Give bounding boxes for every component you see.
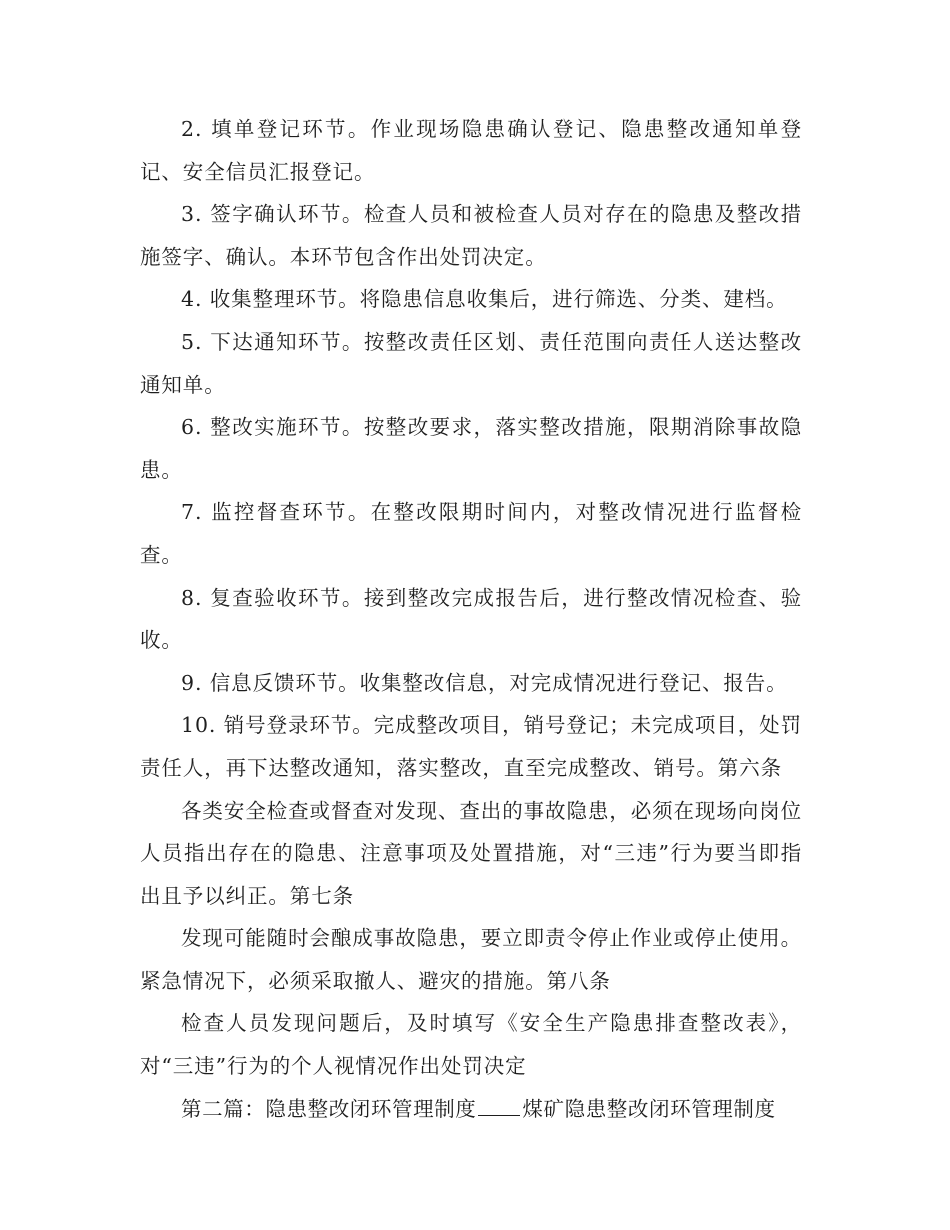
paragraph-article-7: 发现可能随时会酿成事故隐患，要立即责令停止作业或停止使用。紧急情况下，必须采取撤人、避灾的措施。第八条 (140, 926, 802, 993)
title-underline-blank (478, 1096, 520, 1115)
paragraph-step-3: 3. 签字确认环节。检查人员和被检查人员对存在的隐患及整改措施签字、确认。本环节包含作出处罚决定。 (140, 202, 802, 269)
paragraph-step-4: 4. 收集整理环节。将隐患信息收集后，进行筛选、分类、建档。 (181, 287, 788, 312)
section-title (140, 1088, 802, 1131)
paragraph-article-8: 检查人员发现问题后，及时填写《安全生产隐患排查整改表》，对“三违”行为的个人视情况作出处罚决定 (140, 1011, 802, 1079)
paragraph-step-6: 6. 整改实施环节。按整改要求，落实整改措施，限期消除事故隐患。 (140, 415, 802, 482)
paragraph-step-2: 2. 填单登记环节。作业现场隐患确认登记、隐患整改通知单登记、安全信员汇报登记。 (140, 117, 802, 184)
paragraph-step-10: 10. 销号登录环节。完成整改项目，销号登记；未完成项目，处罚责任人，再下达整改通知，落实整改，直至完成整改、销号。第六条 (140, 713, 802, 780)
paragraph-step-5: 5. 下达通知环节。按整改责任区划、责任范围向责任人送达整改通知单。 (140, 329, 802, 397)
paragraph-step-7: 7. 监控督查环节。在整改限期时间内，对整改情况进行监督检查。 (140, 500, 802, 567)
section-title-right: 煤矿隐患整改闭环管理制度 (522, 1096, 776, 1121)
section-title-left: 第二篇：隐患整改闭环管理制度 (181, 1096, 477, 1121)
paragraph-article-6: 各类安全检查或督查对发现、查出的事故隐患，必须在现场向岗位人员指出存在的隐患、注意事项及处置措施，对“三违”行为要当即指出且予以纠正。第七条 (140, 798, 802, 908)
paragraph-step-9: 9. 信息反馈环节。收集整改信息，对完成情况进行登记、报告。 (181, 670, 788, 695)
paragraph-step-8: 8. 复查验收环节。接到整改完成报告后，进行整改情况检查、验收。 (140, 585, 802, 653)
document-body (140, 108, 802, 1130)
